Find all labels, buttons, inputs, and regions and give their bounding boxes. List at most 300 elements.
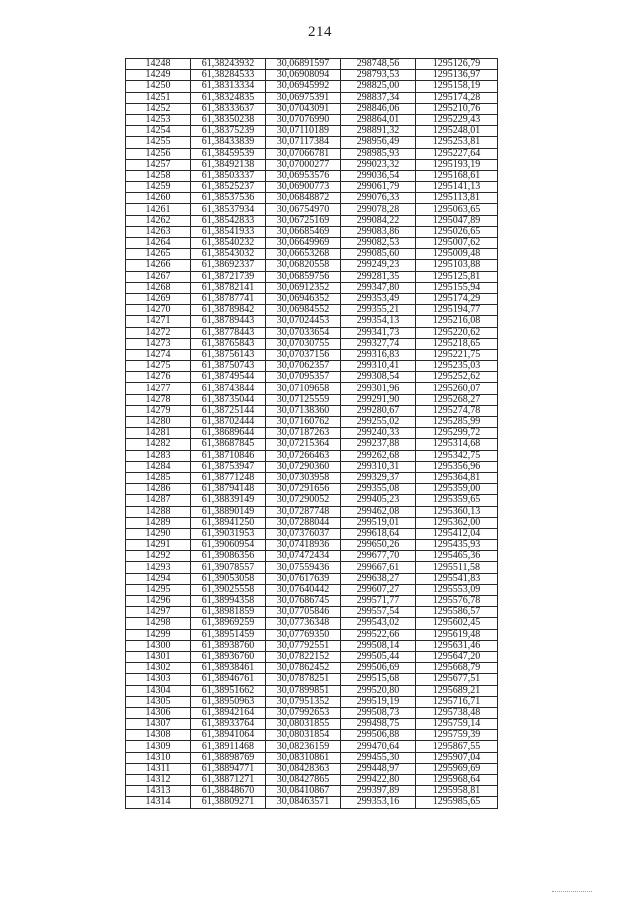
- latitude-cell: 61,38710846: [191, 450, 266, 461]
- longitude-cell: 30,06984552: [266, 305, 341, 316]
- longitude-cell: 30,06975391: [266, 92, 341, 103]
- table-row: [126, 349, 498, 360]
- table-row: [126, 551, 498, 562]
- point-number-cell: 14254: [126, 126, 191, 137]
- latitude-cell: 61,38848670: [191, 786, 266, 797]
- x-coordinate-cell: 299543,02: [341, 618, 416, 629]
- table-row: [126, 182, 498, 193]
- latitude-cell: 61,38951459: [191, 629, 266, 640]
- x-coordinate-cell: 299422,80: [341, 775, 416, 786]
- longitude-cell: 30,07705846: [266, 607, 341, 618]
- point-number-cell: 14262: [126, 215, 191, 226]
- point-number-cell: 14305: [126, 696, 191, 707]
- table-row: [126, 607, 498, 618]
- table-row: [126, 797, 498, 808]
- y-coordinate-cell: 1295007,62: [416, 238, 498, 249]
- latitude-cell: 61,38778443: [191, 327, 266, 338]
- latitude-cell: 61,38894771: [191, 763, 266, 774]
- x-coordinate-cell: 299448,97: [341, 763, 416, 774]
- point-number-cell: 14268: [126, 282, 191, 293]
- latitude-cell: 61,38942164: [191, 707, 266, 718]
- latitude-cell: 61,38936760: [191, 651, 266, 662]
- longitude-cell: 30,06900773: [266, 182, 341, 193]
- latitude-cell: 61,38951662: [191, 685, 266, 696]
- latitude-cell: 61,38941250: [191, 517, 266, 528]
- table-row: [126, 741, 498, 752]
- x-coordinate-cell: 299462,08: [341, 506, 416, 517]
- point-number-cell: 14293: [126, 562, 191, 573]
- latitude-cell: 61,39025558: [191, 584, 266, 595]
- longitude-cell: 30,06725169: [266, 215, 341, 226]
- longitude-cell: 30,07288044: [266, 517, 341, 528]
- y-coordinate-cell: 1295576,78: [416, 596, 498, 607]
- longitude-cell: 30,07376037: [266, 528, 341, 539]
- table-row: [126, 238, 498, 249]
- y-coordinate-cell: 1295125,81: [416, 271, 498, 282]
- table-row: [126, 596, 498, 607]
- y-coordinate-cell: 1295174,28: [416, 92, 498, 103]
- point-number-cell: 14297: [126, 607, 191, 618]
- table-row: [126, 394, 498, 405]
- longitude-cell: 30,07472434: [266, 551, 341, 562]
- x-coordinate-cell: 299677,70: [341, 551, 416, 562]
- y-coordinate-cell: 1295158,19: [416, 81, 498, 92]
- table-row: [126, 417, 498, 428]
- longitude-cell: 30,08463571: [266, 797, 341, 808]
- y-coordinate-cell: 1295602,45: [416, 618, 498, 629]
- table-row: [126, 517, 498, 528]
- point-number-cell: 14270: [126, 305, 191, 316]
- y-coordinate-cell: 1295360,13: [416, 506, 498, 517]
- longitude-cell: 30,07266463: [266, 450, 341, 461]
- latitude-cell: 61,38871271: [191, 775, 266, 786]
- table-row: [126, 763, 498, 774]
- y-coordinate-cell: 1295229,43: [416, 114, 498, 125]
- x-coordinate-cell: 298825,00: [341, 81, 416, 92]
- point-number-cell: 14269: [126, 293, 191, 304]
- point-number-cell: 14272: [126, 327, 191, 338]
- x-coordinate-cell: 298956,49: [341, 137, 416, 148]
- x-coordinate-cell: 299522,66: [341, 629, 416, 640]
- x-coordinate-cell: 298891,32: [341, 126, 416, 137]
- point-number-cell: 14257: [126, 159, 191, 170]
- longitude-cell: 30,08310861: [266, 752, 341, 763]
- latitude-cell: 61,38789842: [191, 305, 266, 316]
- longitude-cell: 30,07899851: [266, 685, 341, 696]
- latitude-cell: 61,38749544: [191, 372, 266, 383]
- table-row: [126, 59, 498, 70]
- table-row: [126, 696, 498, 707]
- y-coordinate-cell: 1295253,81: [416, 137, 498, 148]
- y-coordinate-cell: 1295126,79: [416, 59, 498, 70]
- x-coordinate-cell: 298985,93: [341, 148, 416, 159]
- point-number-cell: 14306: [126, 707, 191, 718]
- x-coordinate-cell: 299650,26: [341, 540, 416, 551]
- latitude-cell: 61,39053058: [191, 573, 266, 584]
- x-coordinate-cell: 298837,34: [341, 92, 416, 103]
- x-coordinate-cell: 299506,88: [341, 730, 416, 741]
- point-number-cell: 14287: [126, 495, 191, 506]
- x-coordinate-cell: 299310,41: [341, 361, 416, 372]
- x-coordinate-cell: 299519,19: [341, 696, 416, 707]
- y-coordinate-cell: 1295668,79: [416, 663, 498, 674]
- y-coordinate-cell: 1295141,13: [416, 182, 498, 193]
- latitude-cell: 61,38503337: [191, 170, 266, 181]
- point-number-cell: 14284: [126, 461, 191, 472]
- longitude-cell: 30,06649969: [266, 238, 341, 249]
- table-row: [126, 674, 498, 685]
- x-coordinate-cell: 299280,67: [341, 405, 416, 416]
- point-number-cell: 14298: [126, 618, 191, 629]
- longitude-cell: 30,07095357: [266, 372, 341, 383]
- x-coordinate-cell: 299341,73: [341, 327, 416, 338]
- table-row: [126, 260, 498, 271]
- point-number-cell: 14295: [126, 584, 191, 595]
- longitude-cell: 30,06945992: [266, 81, 341, 92]
- table-row: [126, 405, 498, 416]
- table-row: [126, 484, 498, 495]
- point-number-cell: 14308: [126, 730, 191, 741]
- y-coordinate-cell: 1295299,72: [416, 428, 498, 439]
- point-number-cell: 14273: [126, 338, 191, 349]
- table-row: [126, 193, 498, 204]
- x-coordinate-cell: 299085,60: [341, 249, 416, 260]
- y-coordinate-cell: 1295619,48: [416, 629, 498, 640]
- x-coordinate-cell: 299618,64: [341, 528, 416, 539]
- point-number-cell: 14256: [126, 148, 191, 159]
- point-number-cell: 14279: [126, 405, 191, 416]
- y-coordinate-cell: 1295268,27: [416, 394, 498, 405]
- x-coordinate-cell: 299262,68: [341, 450, 416, 461]
- latitude-cell: 61,38782141: [191, 282, 266, 293]
- y-coordinate-cell: 1295260,07: [416, 383, 498, 394]
- y-coordinate-cell: 1295174,29: [416, 293, 498, 304]
- x-coordinate-cell: 299355,08: [341, 484, 416, 495]
- table-row: [126, 506, 498, 517]
- y-coordinate-cell: 1295285,99: [416, 417, 498, 428]
- x-coordinate-cell: 299638,27: [341, 573, 416, 584]
- point-number-cell: 14309: [126, 741, 191, 752]
- latitude-cell: 61,38969259: [191, 618, 266, 629]
- latitude-cell: 61,38994358: [191, 596, 266, 607]
- table-row: [126, 685, 498, 696]
- table-row: [126, 752, 498, 763]
- table-row: [126, 651, 498, 662]
- latitude-cell: 61,39086356: [191, 551, 266, 562]
- y-coordinate-cell: 1295227,64: [416, 148, 498, 159]
- longitude-cell: 30,07138360: [266, 405, 341, 416]
- latitude-cell: 61,38911468: [191, 741, 266, 752]
- y-coordinate-cell: 1295193,19: [416, 159, 498, 170]
- x-coordinate-cell: 299557,54: [341, 607, 416, 618]
- y-coordinate-cell: 1295553,09: [416, 584, 498, 595]
- y-coordinate-cell: 1295356,96: [416, 461, 498, 472]
- longitude-cell: 30,06848872: [266, 193, 341, 204]
- latitude-cell: 61,38938760: [191, 640, 266, 651]
- y-coordinate-cell: 1295359,00: [416, 484, 498, 495]
- longitude-cell: 30,08031855: [266, 719, 341, 730]
- y-coordinate-cell: 1295235,03: [416, 361, 498, 372]
- table-row: [126, 562, 498, 573]
- longitude-cell: 30,07559436: [266, 562, 341, 573]
- longitude-cell: 30,07000277: [266, 159, 341, 170]
- longitude-cell: 30,07109658: [266, 383, 341, 394]
- y-coordinate-cell: 1295136,97: [416, 70, 498, 81]
- longitude-cell: 30,07117384: [266, 137, 341, 148]
- longitude-cell: 30,06908094: [266, 70, 341, 81]
- point-number-cell: 14288: [126, 506, 191, 517]
- longitude-cell: 30,07303958: [266, 472, 341, 483]
- y-coordinate-cell: 1295342,75: [416, 450, 498, 461]
- table-row: [126, 786, 498, 797]
- table-row: [126, 495, 498, 506]
- longitude-cell: 30,08236159: [266, 741, 341, 752]
- latitude-cell: 61,38692337: [191, 260, 266, 271]
- y-coordinate-cell: 1295511,58: [416, 562, 498, 573]
- point-number-cell: 14303: [126, 674, 191, 685]
- longitude-cell: 30,07822152: [266, 651, 341, 662]
- longitude-cell: 30,07418936: [266, 540, 341, 551]
- x-coordinate-cell: 299061,79: [341, 182, 416, 193]
- point-number-cell: 14301: [126, 651, 191, 662]
- table-row: [126, 114, 498, 125]
- point-number-cell: 14263: [126, 226, 191, 237]
- table-row: [126, 663, 498, 674]
- latitude-cell: 61,38243932: [191, 59, 266, 70]
- point-number-cell: 14260: [126, 193, 191, 204]
- y-coordinate-cell: 1295103,88: [416, 260, 498, 271]
- y-coordinate-cell: 1295541,83: [416, 573, 498, 584]
- longitude-cell: 30,06685469: [266, 226, 341, 237]
- latitude-cell: 61,38946761: [191, 674, 266, 685]
- latitude-cell: 61,38350238: [191, 114, 266, 125]
- longitude-cell: 30,07290052: [266, 495, 341, 506]
- longitude-cell: 30,07160762: [266, 417, 341, 428]
- latitude-cell: 61,38743844: [191, 383, 266, 394]
- longitude-cell: 30,07992653: [266, 707, 341, 718]
- latitude-cell: 61,38542833: [191, 215, 266, 226]
- x-coordinate-cell: 299667,61: [341, 562, 416, 573]
- table-row: [126, 450, 498, 461]
- latitude-cell: 61,38541933: [191, 226, 266, 237]
- longitude-cell: 30,07037156: [266, 349, 341, 360]
- x-coordinate-cell: 299308,54: [341, 372, 416, 383]
- y-coordinate-cell: 1295985,65: [416, 797, 498, 808]
- longitude-cell: 30,07769350: [266, 629, 341, 640]
- y-coordinate-cell: 1295221,75: [416, 349, 498, 360]
- page-number: 214: [308, 24, 332, 40]
- x-coordinate-cell: 299355,21: [341, 305, 416, 316]
- longitude-cell: 30,07076990: [266, 114, 341, 125]
- y-coordinate-cell: 1295677,51: [416, 674, 498, 685]
- longitude-cell: 30,06754970: [266, 204, 341, 215]
- y-coordinate-cell: 1295314,68: [416, 439, 498, 450]
- longitude-cell: 30,06912352: [266, 282, 341, 293]
- point-number-cell: 14291: [126, 540, 191, 551]
- x-coordinate-cell: 299353,16: [341, 797, 416, 808]
- longitude-cell: 30,07110189: [266, 126, 341, 137]
- point-number-cell: 14310: [126, 752, 191, 763]
- table-row: [126, 137, 498, 148]
- table-row: [126, 204, 498, 215]
- y-coordinate-cell: 1295220,62: [416, 327, 498, 338]
- latitude-cell: 61,39060954: [191, 540, 266, 551]
- table-row: [126, 775, 498, 786]
- latitude-cell: 61,38537536: [191, 193, 266, 204]
- table-row: [126, 361, 498, 372]
- y-coordinate-cell: 1295759,14: [416, 719, 498, 730]
- table-row: [126, 226, 498, 237]
- x-coordinate-cell: 299255,02: [341, 417, 416, 428]
- latitude-cell: 61,38459539: [191, 148, 266, 159]
- coordinates-table-body: [126, 59, 498, 809]
- point-number-cell: 14283: [126, 450, 191, 461]
- y-coordinate-cell: 1295216,08: [416, 316, 498, 327]
- table-row: [126, 316, 498, 327]
- latitude-cell: 61,39078557: [191, 562, 266, 573]
- x-coordinate-cell: 299470,64: [341, 741, 416, 752]
- table-row: [126, 428, 498, 439]
- latitude-cell: 61,38735044: [191, 394, 266, 405]
- latitude-cell: 61,38941064: [191, 730, 266, 741]
- latitude-cell: 61,38702444: [191, 417, 266, 428]
- coordinates-table: [125, 58, 498, 809]
- table-row: [126, 707, 498, 718]
- y-coordinate-cell: 1295465,36: [416, 551, 498, 562]
- point-number-cell: 14289: [126, 517, 191, 528]
- point-number-cell: 14294: [126, 573, 191, 584]
- latitude-cell: 61,39031953: [191, 528, 266, 539]
- longitude-cell: 30,06859756: [266, 271, 341, 282]
- y-coordinate-cell: 1295359,65: [416, 495, 498, 506]
- latitude-cell: 61,38753947: [191, 461, 266, 472]
- table-row: [126, 293, 498, 304]
- longitude-cell: 30,07291656: [266, 484, 341, 495]
- table-row: [126, 584, 498, 595]
- x-coordinate-cell: 299508,73: [341, 707, 416, 718]
- y-coordinate-cell: 1295113,81: [416, 193, 498, 204]
- latitude-cell: 61,38789443: [191, 316, 266, 327]
- longitude-cell: 30,08031854: [266, 730, 341, 741]
- table-row: [126, 573, 498, 584]
- longitude-cell: 30,07030755: [266, 338, 341, 349]
- x-coordinate-cell: 299083,86: [341, 226, 416, 237]
- point-number-cell: 14248: [126, 59, 191, 70]
- x-coordinate-cell: 299397,89: [341, 786, 416, 797]
- table-row: [126, 528, 498, 539]
- latitude-cell: 61,38540232: [191, 238, 266, 249]
- x-coordinate-cell: 299506,69: [341, 663, 416, 674]
- y-coordinate-cell: 1295252,62: [416, 372, 498, 383]
- y-coordinate-cell: 1295362,00: [416, 517, 498, 528]
- longitude-cell: 30,07640442: [266, 584, 341, 595]
- x-coordinate-cell: 299291,90: [341, 394, 416, 405]
- y-coordinate-cell: 1295009,48: [416, 249, 498, 260]
- point-number-cell: 14250: [126, 81, 191, 92]
- y-coordinate-cell: 1295738,48: [416, 707, 498, 718]
- latitude-cell: 61,38981859: [191, 607, 266, 618]
- x-coordinate-cell: 299519,01: [341, 517, 416, 528]
- longitude-cell: 30,07125559: [266, 394, 341, 405]
- x-coordinate-cell: 298748,56: [341, 59, 416, 70]
- x-coordinate-cell: 299036,54: [341, 170, 416, 181]
- table-row: [126, 383, 498, 394]
- x-coordinate-cell: 299405,23: [341, 495, 416, 506]
- table-row: [126, 282, 498, 293]
- point-number-cell: 14281: [126, 428, 191, 439]
- x-coordinate-cell: 298793,53: [341, 70, 416, 81]
- y-coordinate-cell: 1295867,55: [416, 741, 498, 752]
- table-row: [126, 126, 498, 137]
- y-coordinate-cell: 1295063,65: [416, 204, 498, 215]
- x-coordinate-cell: 299301,96: [341, 383, 416, 394]
- x-coordinate-cell: 299607,27: [341, 584, 416, 595]
- latitude-cell: 61,38725144: [191, 405, 266, 416]
- latitude-cell: 61,38324835: [191, 92, 266, 103]
- y-coordinate-cell: 1295155,94: [416, 282, 498, 293]
- x-coordinate-cell: 299023,32: [341, 159, 416, 170]
- point-number-cell: 14282: [126, 439, 191, 450]
- point-number-cell: 14274: [126, 349, 191, 360]
- longitude-cell: 30,07792551: [266, 640, 341, 651]
- y-coordinate-cell: 1295969,69: [416, 763, 498, 774]
- x-coordinate-cell: 299354,13: [341, 316, 416, 327]
- longitude-cell: 30,07951352: [266, 696, 341, 707]
- point-number-cell: 14266: [126, 260, 191, 271]
- x-coordinate-cell: 299076,33: [341, 193, 416, 204]
- point-number-cell: 14251: [126, 92, 191, 103]
- latitude-cell: 61,38950963: [191, 696, 266, 707]
- x-coordinate-cell: 298846,06: [341, 103, 416, 114]
- longitude-cell: 30,06820558: [266, 260, 341, 271]
- y-coordinate-cell: 1295194,77: [416, 305, 498, 316]
- y-coordinate-cell: 1295759,39: [416, 730, 498, 741]
- latitude-cell: 61,38765843: [191, 338, 266, 349]
- table-row: [126, 215, 498, 226]
- y-coordinate-cell: 1295631,46: [416, 640, 498, 651]
- point-number-cell: 14255: [126, 137, 191, 148]
- longitude-cell: 30,07187263: [266, 428, 341, 439]
- latitude-cell: 61,38525237: [191, 182, 266, 193]
- y-coordinate-cell: 1295364,81: [416, 472, 498, 483]
- point-number-cell: 14290: [126, 528, 191, 539]
- point-number-cell: 14300: [126, 640, 191, 651]
- x-coordinate-cell: 299571,77: [341, 596, 416, 607]
- longitude-cell: 30,06953576: [266, 170, 341, 181]
- longitude-cell: 30,07617639: [266, 573, 341, 584]
- latitude-cell: 61,38433839: [191, 137, 266, 148]
- point-number-cell: 14304: [126, 685, 191, 696]
- table-row: [126, 618, 498, 629]
- latitude-cell: 61,38794148: [191, 484, 266, 495]
- point-number-cell: 14253: [126, 114, 191, 125]
- x-coordinate-cell: 299347,80: [341, 282, 416, 293]
- longitude-cell: 30,07862452: [266, 663, 341, 674]
- table-row: [126, 103, 498, 114]
- point-number-cell: 14261: [126, 204, 191, 215]
- point-number-cell: 14267: [126, 271, 191, 282]
- point-number-cell: 14313: [126, 786, 191, 797]
- x-coordinate-cell: 299329,37: [341, 472, 416, 483]
- scan-artifact-line: [552, 891, 592, 892]
- point-number-cell: 14265: [126, 249, 191, 260]
- point-number-cell: 14258: [126, 170, 191, 181]
- point-number-cell: 14280: [126, 417, 191, 428]
- table-row: [126, 461, 498, 472]
- latitude-cell: 61,38839149: [191, 495, 266, 506]
- x-coordinate-cell: 299082,53: [341, 238, 416, 249]
- table-row: [126, 338, 498, 349]
